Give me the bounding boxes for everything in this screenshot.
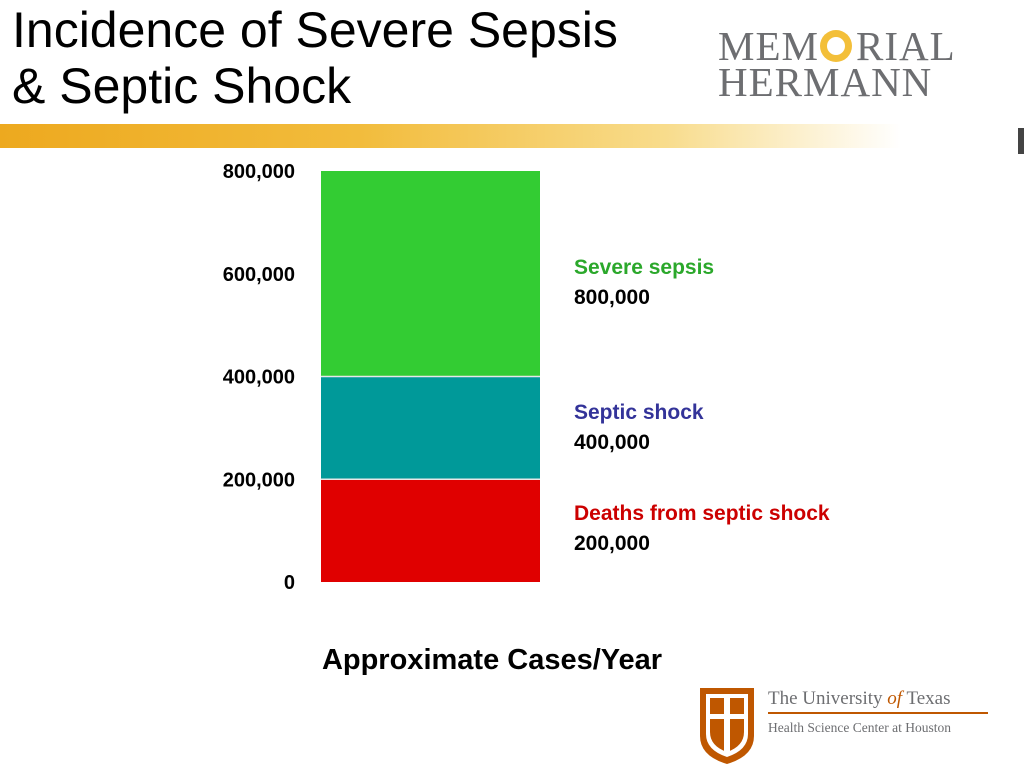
slide-title bbox=[12, 2, 618, 114]
header-accent-band bbox=[0, 124, 1024, 148]
y-tick-label: 0 bbox=[283, 572, 295, 594]
slide-title-line1: Incidence of Severe Sepsis bbox=[12, 2, 618, 58]
svg-text:The University of Texas: The University of Texas bbox=[768, 688, 951, 709]
svg-text:Health Science Center at Houst: Health Science Center at Houston bbox=[768, 720, 951, 735]
annotation-severe-sepsis-label: Severe sepsis bbox=[574, 256, 715, 279]
y-tick-label: 200,000 bbox=[222, 469, 295, 492]
stacked-bar-chart bbox=[0, 150, 1024, 610]
annotation-septic-shock-value: 400,000 bbox=[574, 431, 650, 454]
annotation-septic-shock-label: Septic shock bbox=[574, 401, 704, 424]
bar-segment-deaths-from-septic-shock bbox=[321, 479, 540, 582]
annotation-deaths bbox=[574, 499, 830, 559]
y-tick-label: 600,000 bbox=[222, 263, 295, 286]
slide-title-line2: & Septic Shock bbox=[12, 58, 352, 114]
memorial-hermann-logo bbox=[716, 22, 966, 102]
annotation-severe-sepsis-value: 800,000 bbox=[574, 286, 650, 309]
y-tick-label: 400,000 bbox=[222, 366, 295, 389]
annotation-deaths-label: Deaths from septic shock bbox=[574, 502, 830, 525]
y-tick-label: 800,000 bbox=[222, 161, 295, 183]
bar-segment-septic-shock bbox=[321, 377, 540, 480]
annotation-deaths-value: 200,000 bbox=[574, 532, 650, 555]
ut-health-science-center-logo bbox=[696, 684, 996, 764]
annotation-severe-sepsis bbox=[574, 253, 714, 313]
bar-segment-severe-sepsis bbox=[321, 171, 540, 377]
svg-text:MEM: MEM bbox=[718, 23, 819, 69]
annotation-septic-shock bbox=[574, 398, 704, 458]
x-axis-label: Approximate Cases/Year bbox=[321, 644, 663, 676]
svg-text:HERMANN: HERMANN bbox=[718, 59, 933, 102]
svg-text:RIAL: RIAL bbox=[856, 23, 956, 69]
